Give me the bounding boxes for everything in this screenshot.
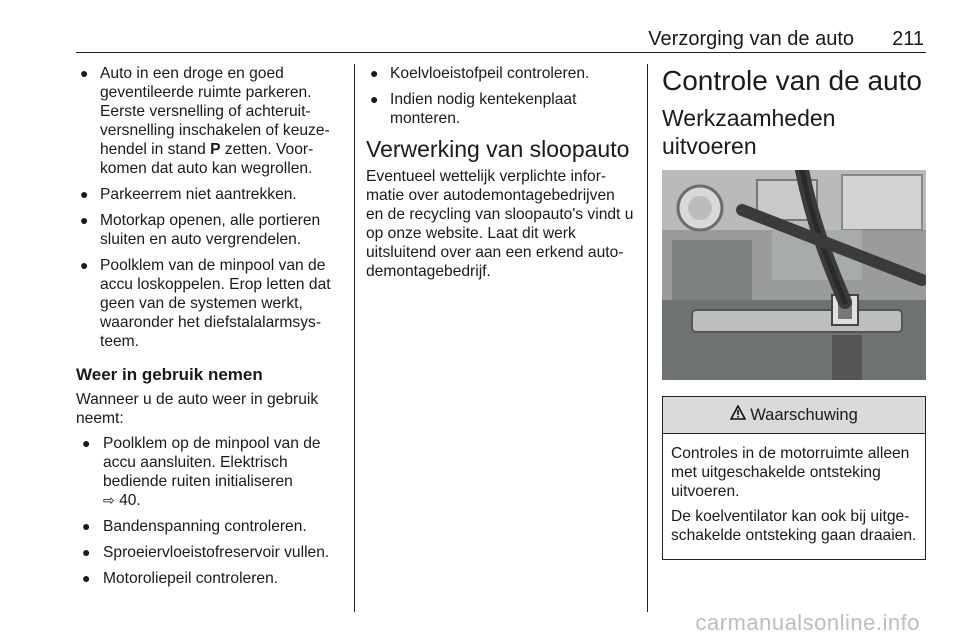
section-heading: Verwerking van sloopauto (366, 136, 630, 162)
list-item: ● Bandenspanning controleren. (82, 518, 307, 535)
section-heading: Weer in gebruik nemen (76, 365, 263, 384)
recommission-steps-list (76, 434, 342, 588)
bullet-icon: ● (82, 518, 91, 534)
warning-box (662, 396, 926, 560)
bullet-icon: ● (80, 257, 89, 273)
page-reference-arrow-icon: ⇨ (103, 492, 115, 508)
page-number: 211 (892, 28, 924, 50)
bullet-icon: ● (80, 65, 89, 81)
list-item: ● Auto in een droge en goed geventileerde ruimte parkeren. Eerste versnelling of achteruit-versnelling inschakelen of keuze-hendel in stand P zetten. Voor-komen dat auto kan wegrollen. (80, 65, 330, 177)
list-item: ● Indien nodig kentekenplaat monteren. (370, 91, 577, 127)
chapter-subtitle: Werkzaamheden uitvoeren (662, 105, 836, 159)
bullet-icon: ● (82, 544, 91, 560)
warning-body (663, 434, 925, 559)
list-item: ● Koelvloeistofpeil controleren. (370, 65, 590, 82)
warning-triangle-icon (730, 405, 746, 425)
warning-header (663, 397, 925, 434)
engine-bay-illustration (662, 170, 926, 380)
bullet-icon: ● (80, 212, 89, 228)
storage-steps-list (76, 64, 342, 351)
list-item: ● Motoroliepeil controleren. (82, 570, 279, 587)
column-3 (662, 64, 926, 560)
section-intro: Wanneer u de auto weer in gebruik neemt: (76, 391, 319, 427)
page-reference: 40. (119, 492, 141, 509)
list-item: ● Poolklem op de minpool van de accu aansluiten. Elektrisch bediende ruiten initialiseren ⇨ 40. (82, 435, 321, 509)
warning-label: Waarschuwing (750, 405, 858, 424)
bullet-icon: ● (370, 65, 379, 81)
bullet-icon: ● (82, 435, 91, 451)
column-1 (76, 64, 342, 595)
list-item: ● Poolklem van de minpool van de accu loskoppelen. Erop letten dat geen van de systemen werkt, waaronder het diefstalalarmsys-teem. (80, 257, 331, 350)
list-item: ● Motorkap openen, alle portieren sluiten en auto vergrendelen. (80, 212, 321, 248)
page-header (76, 22, 924, 52)
gear-position: P (210, 141, 221, 158)
bullet-icon: ● (82, 570, 91, 586)
bullet-icon: ● (80, 186, 89, 202)
watermark: carmanualsonline.info (695, 610, 920, 635)
header-title: Verzorging van de auto (648, 28, 854, 50)
chapter-title: Controle van de auto (662, 65, 922, 96)
list-item: ● Parkeerrem niet aantrekken. (80, 186, 297, 203)
header-rule (76, 52, 926, 53)
section-body: Eventueel wettelijk verplichte infor-matie over autodemontagebedrijven en de recycling van sloopauto's vindt u op onze website. Laat dit werk uitsluitend over aan een erkend auto-demontagebedrijf. (366, 168, 634, 280)
column-2 (366, 64, 634, 287)
column-divider (354, 64, 355, 612)
engine-bay-photo (662, 170, 926, 380)
warning-paragraph: Controles in de motorruimte alleen met uitgeschakelde ontsteking uitvoeren. (671, 445, 910, 500)
storage-steps-continued (366, 64, 634, 128)
column-divider (647, 64, 648, 612)
list-item: ● Sproeiervloeistofreservoir vullen. (82, 544, 330, 561)
warning-paragraph: De koelventilator kan ook bij uitge-schakelde ontsteking gaan draaien. (671, 508, 917, 544)
bullet-icon: ● (370, 91, 379, 107)
